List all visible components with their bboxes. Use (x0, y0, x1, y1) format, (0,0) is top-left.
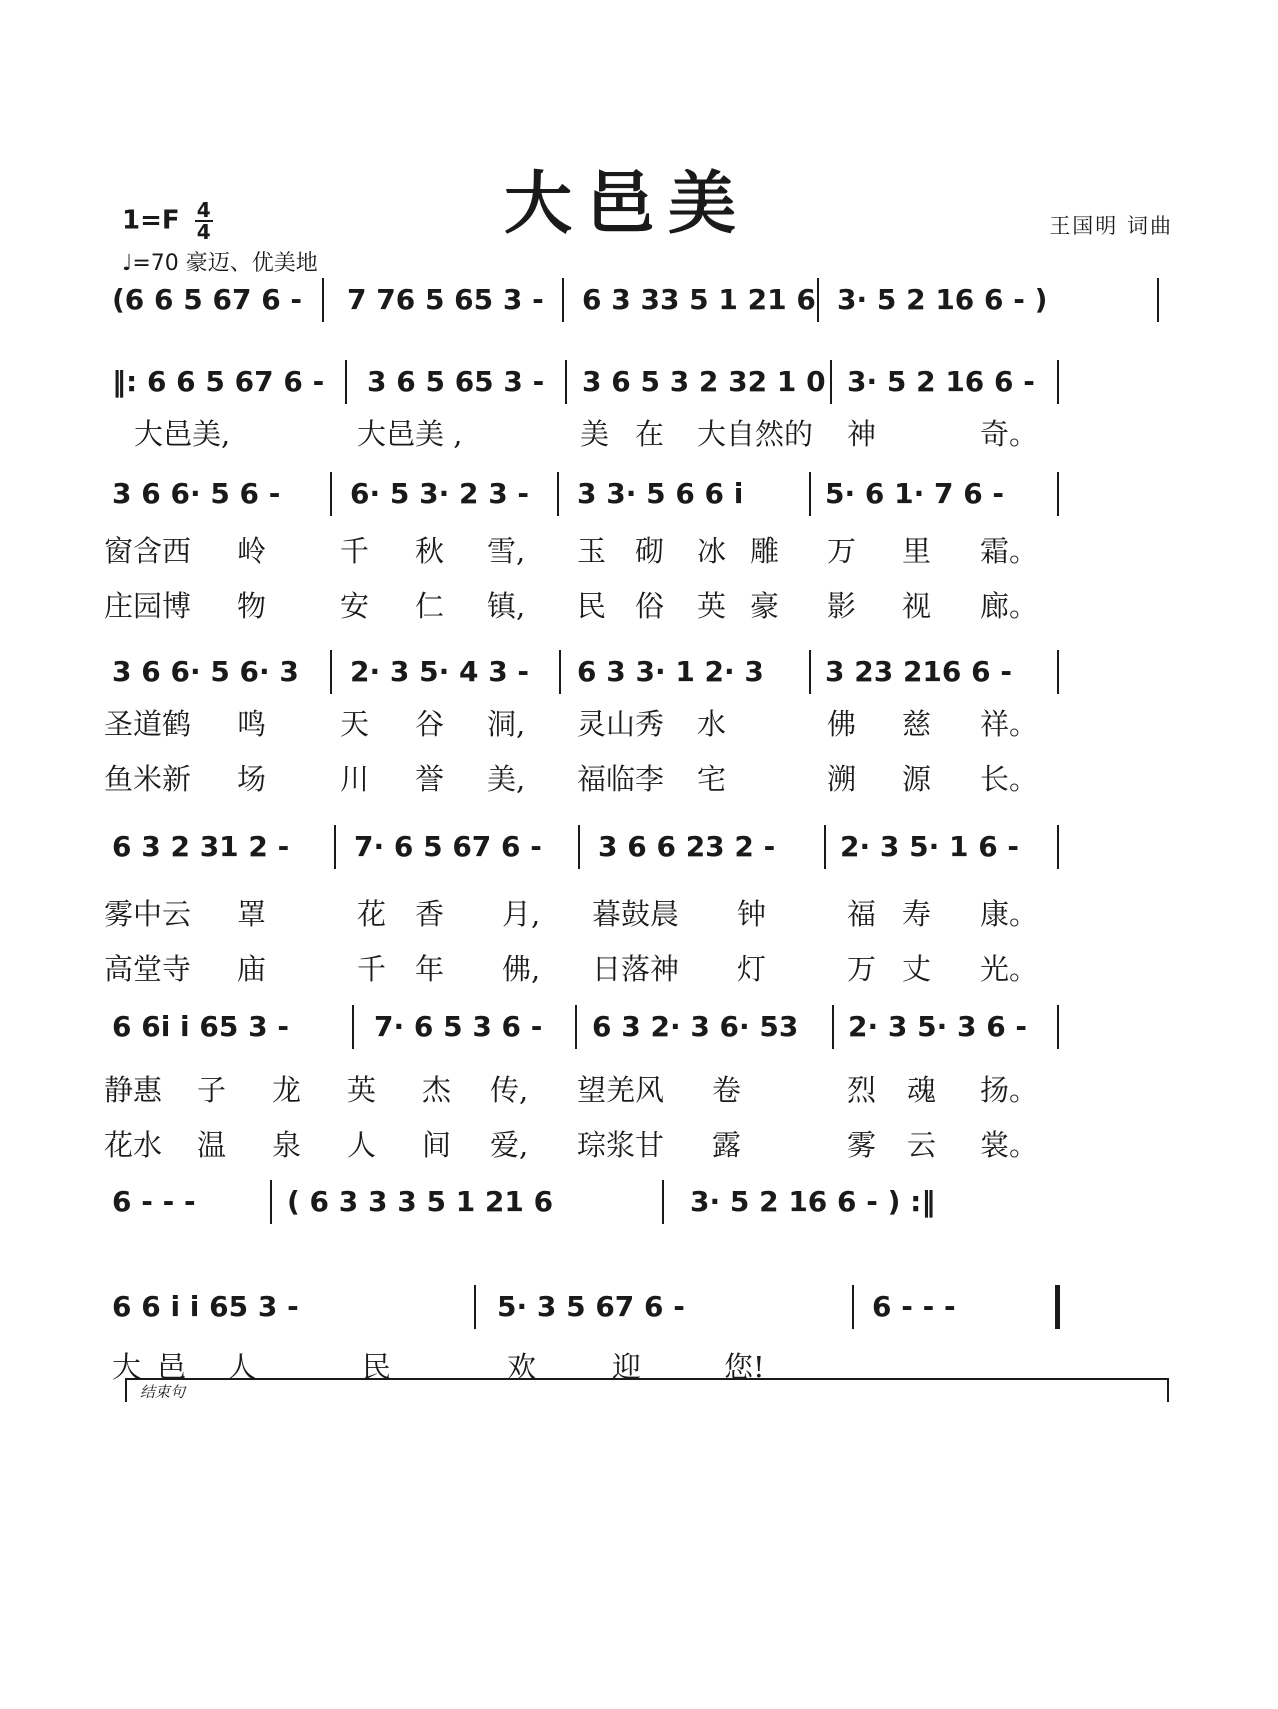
lyric-word: 雾 (847, 1128, 877, 1162)
staff-system-4 (112, 640, 1177, 710)
barline (330, 472, 332, 516)
staff-system-1 (112, 268, 1177, 338)
barline (562, 278, 564, 322)
lyric-word: 镇, (487, 589, 526, 623)
measure-notes: 7· 6 5 67 6 - (354, 830, 542, 863)
lyric-word: 大自然的 (697, 417, 814, 451)
lyric-line (104, 529, 1177, 569)
lyric-word: 温 (197, 1128, 227, 1162)
lyric-word: 民 (577, 589, 607, 623)
lyric-word: 天 (340, 707, 370, 741)
barline (1157, 278, 1159, 322)
lyric-word: 邑 (157, 1350, 187, 1384)
lyric-word: 罩 (237, 897, 267, 931)
lyric-word: 千 (340, 534, 370, 568)
barline (345, 360, 347, 404)
measure-notes: 3 6 5 65 3 - (367, 365, 545, 398)
measure-notes: 7· 6 5 3 6 - (374, 1010, 543, 1043)
lyric-line (112, 1345, 1177, 1385)
staff-system-8 (112, 1275, 1177, 1345)
lyric-line (112, 412, 1177, 452)
barline (578, 825, 580, 869)
lyric-word: 大邑美, (134, 417, 231, 451)
measure-notes: 6 - - - (112, 1185, 196, 1218)
lyric-word: 花水 (104, 1128, 163, 1162)
barline (474, 1285, 476, 1329)
lyric-word: 人 (347, 1128, 377, 1162)
barline (330, 650, 332, 694)
lyric-word: 俗 (635, 589, 665, 623)
lyric-line (104, 584, 1177, 624)
lyric-word: 烈 (847, 1073, 877, 1107)
barline (852, 1285, 854, 1329)
measure-notes: 5· 3 5 67 6 - (497, 1290, 685, 1323)
lyric-word: 美 (580, 417, 610, 451)
lyric-word: 大 (112, 1350, 142, 1384)
lyric-word: 光。 (980, 952, 1039, 986)
time-bottom: 4 (196, 220, 211, 244)
lyric-word: 间 (422, 1128, 452, 1162)
lyric-word: 洞, (487, 707, 526, 741)
measure-notes: (6 6 5 67 6 - (112, 283, 303, 316)
lyric-word: 奇。 (980, 417, 1039, 451)
lyric-word: 仁 (415, 589, 445, 623)
lyric-word: 玉 (577, 534, 607, 568)
lyric-word: 灯 (737, 952, 767, 986)
lyric-word: 长。 (980, 762, 1039, 796)
barline (832, 1005, 834, 1049)
song-title: 大邑美 (503, 164, 750, 244)
lyric-word: 庄园博 (104, 589, 192, 623)
barline (662, 1180, 664, 1224)
lyric-word: 窗含西 (104, 534, 192, 568)
lyric-word: 英 (347, 1073, 377, 1107)
time-signature (195, 200, 213, 242)
lyric-word: 溯 (827, 762, 857, 796)
measure-notes: 3 6 5 3 2 32 1 0 (582, 365, 826, 398)
lyric-word: 冰 (697, 534, 727, 568)
lyric-word: 物 (237, 589, 267, 623)
lyric-word: 视 (902, 589, 932, 623)
measure-notes: 6· 5 3· 2 3 - (350, 477, 530, 510)
lyric-word: 霜。 (980, 534, 1039, 568)
barline (1057, 360, 1059, 404)
measure-notes: 6 - - - (872, 1290, 956, 1323)
barline (322, 278, 324, 322)
lyric-word: 誉 (415, 762, 445, 796)
measure-notes: 6 6i i 65 3 - (112, 1010, 289, 1043)
barline (809, 650, 811, 694)
barline (1057, 825, 1059, 869)
barline (565, 360, 567, 404)
lyric-word: 雪, (487, 534, 526, 568)
staff-system-2 (112, 350, 1177, 420)
measure-notes: ‖: 6 6 5 67 6 - (112, 365, 325, 398)
measure-notes: 2· 3 5· 3 6 - (848, 1010, 1028, 1043)
key-text: 1=F (122, 205, 180, 236)
barline (824, 825, 826, 869)
barline (1057, 1005, 1059, 1049)
lyric-word: 廊。 (980, 589, 1039, 623)
lyric-word: 香 (415, 897, 445, 931)
lyric-word: 魂 (907, 1073, 937, 1107)
lyric-word: 钟 (737, 897, 767, 931)
staff-system-5 (112, 815, 1177, 885)
lyric-word: 龙 (272, 1073, 302, 1107)
lyric-word: 年 (415, 952, 445, 986)
lyric-word: 美, (487, 762, 526, 796)
lyric-line (104, 702, 1177, 742)
lyric-word: 佛, (502, 952, 541, 986)
measure-notes: 6 6 i i 65 3 - (112, 1290, 299, 1323)
lyric-word: 福 (847, 897, 877, 931)
staff-system-3 (112, 462, 1177, 532)
barline (575, 1005, 577, 1049)
lyric-word: 佛 (827, 707, 857, 741)
measure-notes: 3 3· 5 6 6 i (577, 477, 744, 510)
lyric-word: 大邑美 , (357, 417, 463, 451)
lyric-word: 英 (697, 589, 727, 623)
staff-system-6 (112, 995, 1177, 1065)
lyric-word: 鱼米新 (104, 762, 192, 796)
lyric-word: 民 (362, 1350, 392, 1384)
lyric-word: 灵山秀 (577, 707, 665, 741)
lyric-word: 扬。 (980, 1073, 1039, 1107)
lyric-word: 雕 (750, 534, 780, 568)
lyric-word: 砌 (635, 534, 665, 568)
author-credit: 王国明 词曲 (1049, 214, 1173, 238)
lyric-word: 安 (340, 589, 370, 623)
lyric-word: 日落神 (592, 952, 680, 986)
measure-notes: 3 6 6· 5 6· 3 (112, 655, 299, 688)
measure-notes: 3 23 216 6 - (825, 655, 1012, 688)
lyric-word: 高堂寺 (104, 952, 192, 986)
barline (830, 360, 832, 404)
barline (557, 472, 559, 516)
lyric-word: 秋 (415, 534, 445, 568)
lyric-word: 圣道鹤 (104, 707, 192, 741)
lyric-word: 在 (635, 417, 665, 451)
lyric-line (104, 947, 1177, 987)
time-top: 4 (196, 198, 211, 222)
lyric-word: 暮鼓晨 (592, 897, 680, 931)
lyric-word: 水 (697, 707, 727, 741)
measure-notes: 3· 5 2 16 6 - ) (837, 283, 1048, 316)
lyric-line (104, 1123, 1177, 1163)
measure-notes: 3 6 6· 5 6 - (112, 477, 281, 510)
barline (809, 472, 811, 516)
measure-notes: 2· 3 5· 1 6 - (840, 830, 1020, 863)
lyric-word: 祥。 (980, 707, 1039, 741)
lyric-word: 谷 (415, 707, 445, 741)
barline (1057, 472, 1059, 516)
lyric-word: 万 (847, 952, 877, 986)
lyric-word: 杰 (422, 1073, 452, 1107)
lyric-word: 人 (227, 1350, 257, 1384)
lyric-word: 源 (902, 762, 932, 796)
lyric-word: 望羌风 (577, 1073, 665, 1107)
lyric-word: 子 (197, 1073, 227, 1107)
lyric-word: 静惠 (104, 1073, 163, 1107)
measure-notes: 6 3 2 31 2 - (112, 830, 290, 863)
barline (559, 650, 561, 694)
lyric-word: 庙 (237, 952, 267, 986)
lyric-line (104, 757, 1177, 797)
lyric-word: 琮浆甘 (577, 1128, 665, 1162)
lyric-word: 岭 (237, 534, 267, 568)
lyric-word: 豪 (750, 589, 780, 623)
lyric-word: 康。 (980, 897, 1039, 931)
lyric-word: 寿 (902, 897, 932, 931)
lyric-word: 影 (827, 589, 857, 623)
lyric-word: 慈 (902, 707, 932, 741)
measure-notes: 5· 6 1· 7 6 - (825, 477, 1005, 510)
lyric-line (104, 1068, 1177, 1108)
lyric-word: 卷 (712, 1073, 742, 1107)
lyric-word: 丈 (902, 952, 932, 986)
lyric-word: 云 (907, 1128, 937, 1162)
barline (1057, 650, 1059, 694)
measure-notes: 3· 5 2 16 6 - (847, 365, 1035, 398)
lyric-word: 裳。 (980, 1128, 1039, 1162)
final-barline (1055, 1285, 1060, 1329)
lyric-word: 川 (340, 762, 370, 796)
lyric-word: 千 (357, 952, 387, 986)
lyric-word: 神 (847, 417, 877, 451)
key-signature (122, 200, 213, 242)
barline (334, 825, 336, 869)
staff-system-7 (112, 1170, 1177, 1240)
lyric-line (104, 892, 1177, 932)
lyric-word: 宅 (697, 762, 727, 796)
measure-notes: 6 3 3· 1 2· 3 (577, 655, 764, 688)
barline (817, 278, 819, 322)
lyric-word: 您! (724, 1350, 765, 1384)
measure-notes: 6 3 33 5 1 21 6 (582, 283, 816, 316)
lyric-word: 爱, (490, 1128, 529, 1162)
lyric-word: 露 (712, 1128, 742, 1162)
lyric-word: 月, (502, 897, 541, 931)
measure-notes: 3· 5 2 16 6 - ) :‖ (690, 1185, 936, 1218)
lyric-word: 鸣 (237, 707, 267, 741)
lyric-word: 福临李 (577, 762, 665, 796)
measure-notes: 6 3 2· 3 6· 53 (592, 1010, 799, 1043)
ending-label: 结束句 (140, 1383, 186, 1401)
lyric-word: 万 (827, 534, 857, 568)
lyric-word: 场 (237, 762, 267, 796)
measure-notes: 3 6 6 23 2 - (598, 830, 776, 863)
tempo-marking: ♩=70 豪迈、优美地 (122, 251, 318, 276)
barline (352, 1005, 354, 1049)
lyric-word: 泉 (272, 1128, 302, 1162)
lyric-word: 迎 (612, 1350, 642, 1384)
lyric-word: 花 (357, 897, 387, 931)
lyric-word: 传, (490, 1073, 529, 1107)
lyric-word: 里 (902, 534, 932, 568)
barline (270, 1180, 272, 1224)
measure-notes: 7 76 5 65 3 - (347, 283, 544, 316)
measure-notes: 2· 3 5· 4 3 - (350, 655, 530, 688)
lyric-word: 雾中云 (104, 897, 192, 931)
lyric-word: 欢 (507, 1350, 537, 1384)
measure-notes: ( 6 3 3 3 5 1 21 6 (287, 1185, 554, 1218)
